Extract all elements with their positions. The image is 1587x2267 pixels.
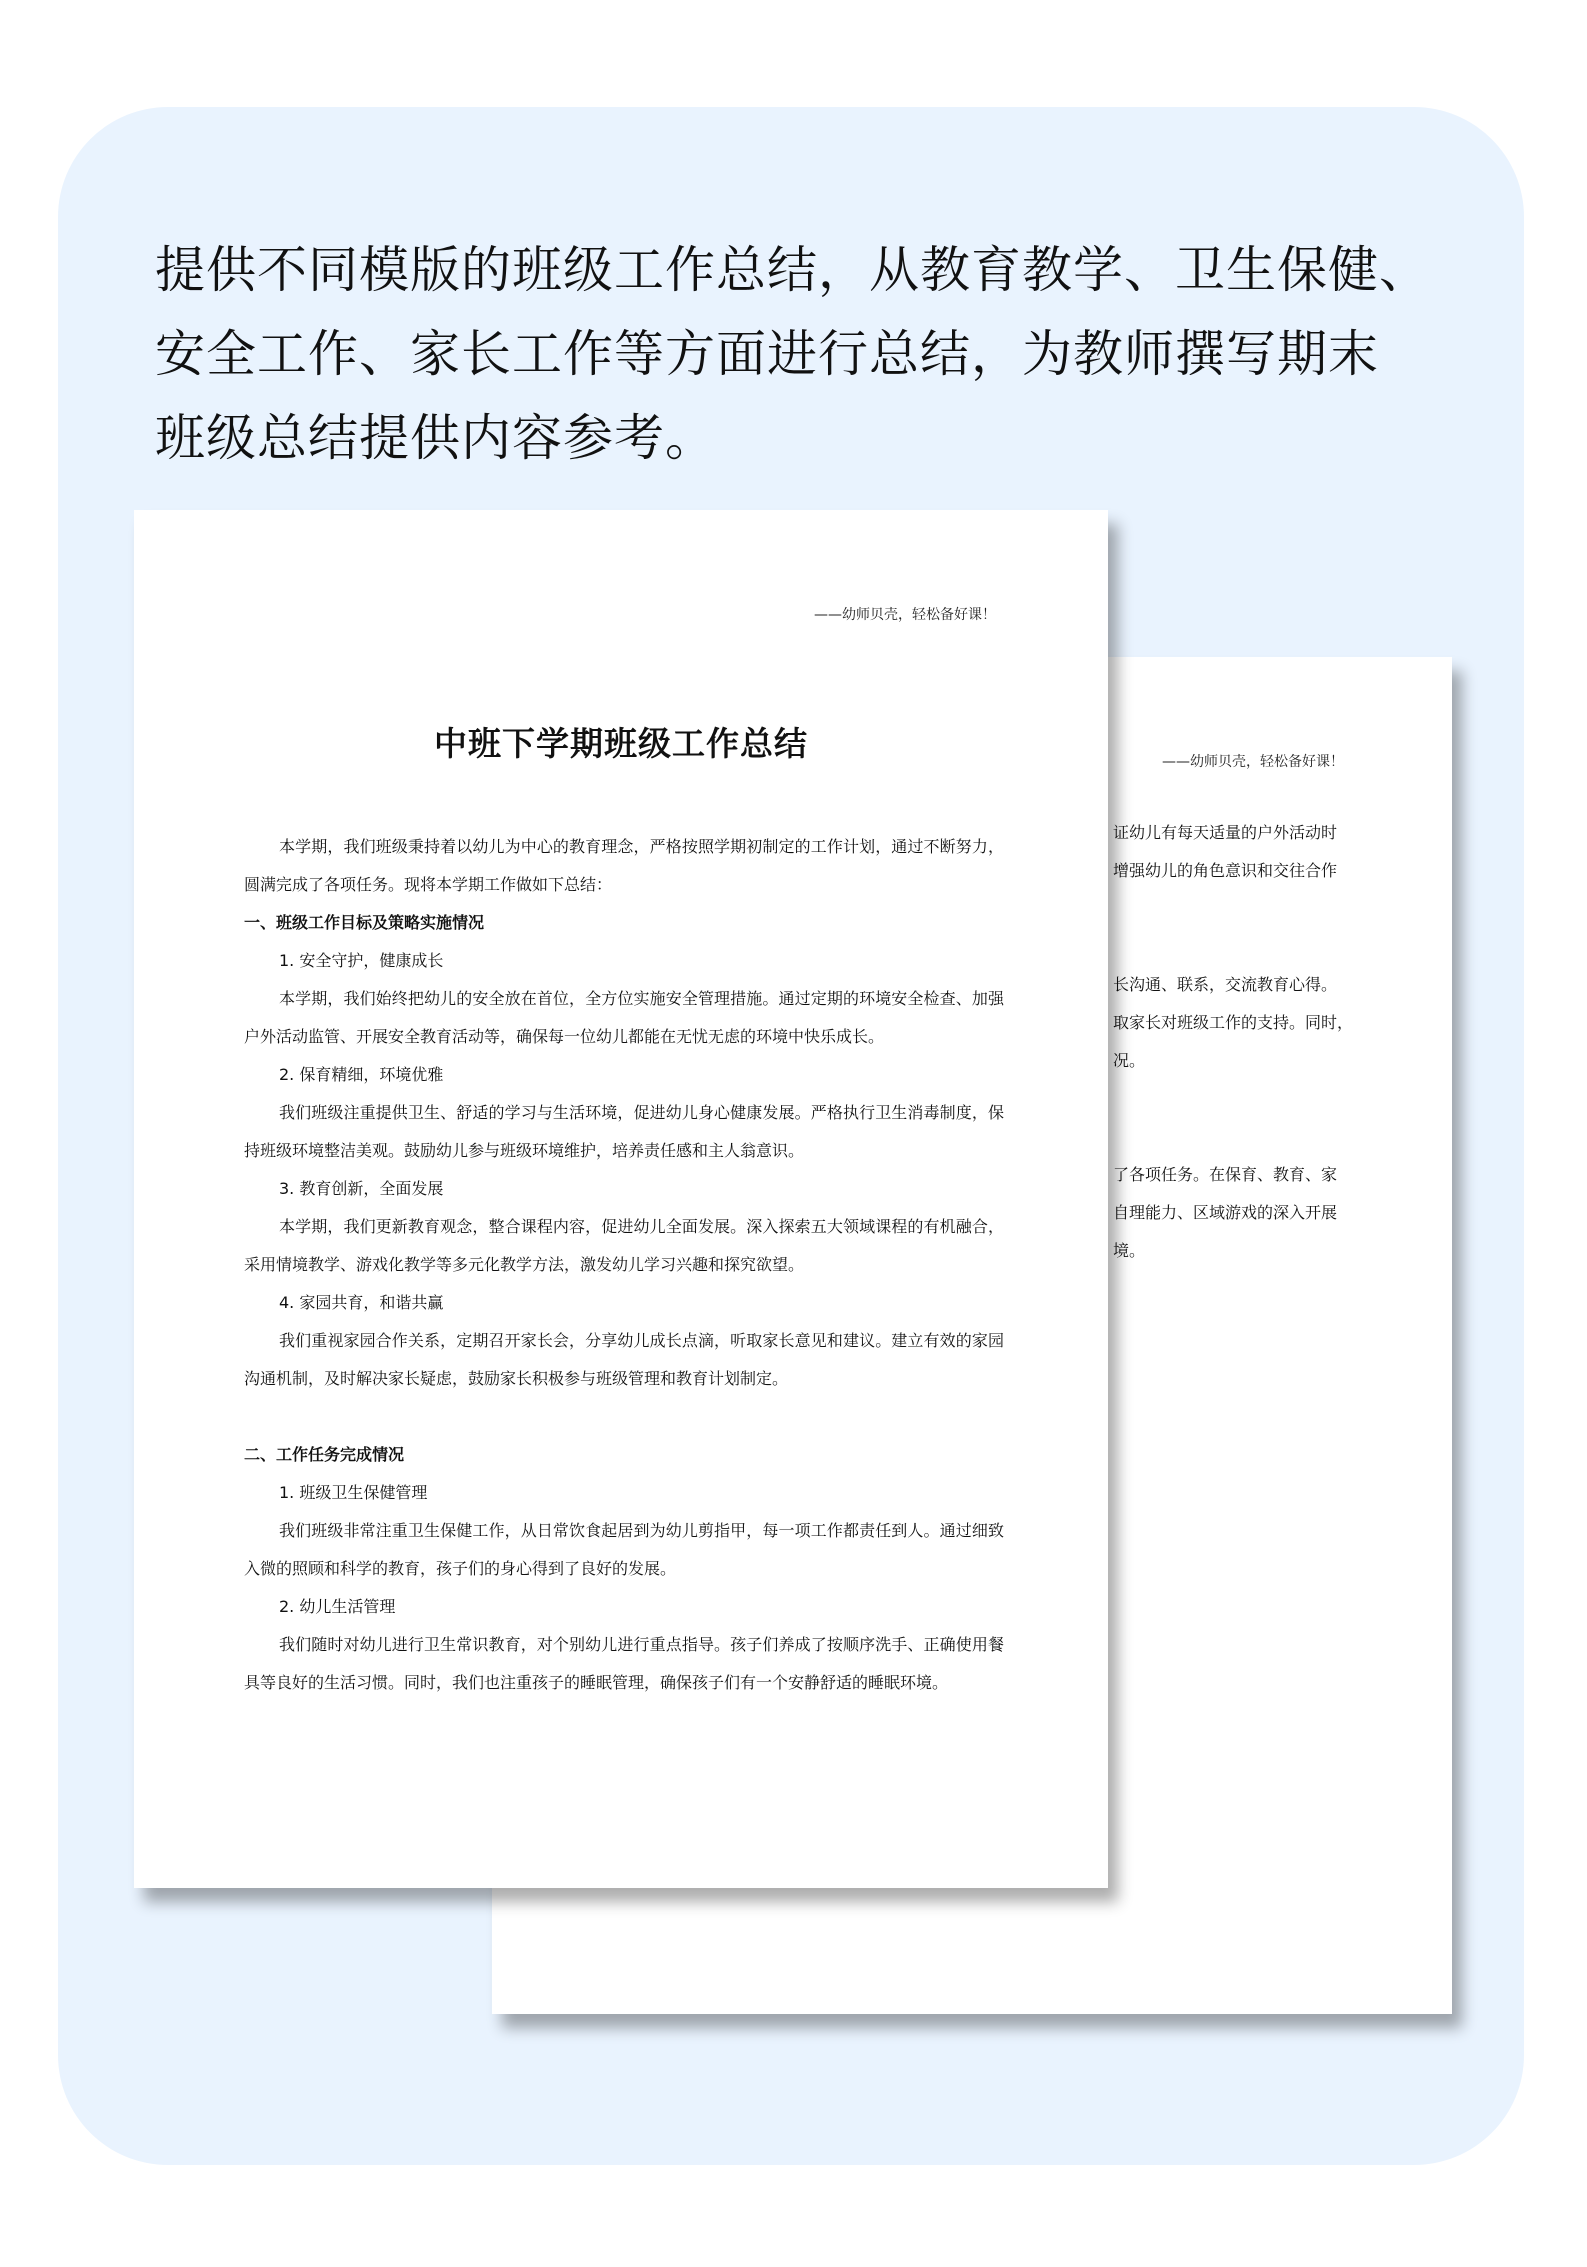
item-paragraph: 本学期，我们始终把幼儿的安全放在首位，全方位实施安全管理措施。通过定期的环境安全检查、加强户外活动监管、开展安全教育活动等，确保每一位幼儿都能在无忧无虑的环境中快乐成长。 xyxy=(244,989,1004,1046)
back-text-line: 长沟通、联系，交流教育心得。 xyxy=(1113,975,1338,994)
document-body xyxy=(244,828,1004,1702)
intro-line: 提供不同模版的班级工作总结，从教育教学、卫生保健、 xyxy=(155,241,1430,299)
item-heading: 2. 幼儿生活管理 xyxy=(279,1597,396,1616)
back-page-text xyxy=(1113,814,1433,1270)
back-page-slogan: ——幼师贝壳，轻松备好课！ xyxy=(1162,754,1344,770)
item-heading: 3. 教育创新，全面发展 xyxy=(279,1179,444,1198)
intro-line: 安全工作、家长工作等方面进行总结，为教师撰写期末 xyxy=(155,325,1379,383)
item-paragraph: 我们班级注重提供卫生、舒适的学习与生活环境，促进幼儿身心健康发展。严格执行卫生消毒制度，保持班级环境整洁美观。鼓励幼儿参与班级环境维护，培养责任感和主人翁意识。 xyxy=(244,1103,1004,1160)
back-text-line: 取家长对班级工作的支持。同时， xyxy=(1113,1013,1354,1032)
section-heading: 二、工作任务完成情况 xyxy=(244,1445,405,1464)
back-text-line: 证幼儿有每天适量的户外活动时 xyxy=(1113,823,1338,842)
item-paragraph: 本学期，我们更新教育观念，整合课程内容，促进幼儿全面发展。深入探索五大领域课程的有机融合，采用情境教学、游戏化教学等多元化教学方法，激发幼儿学习兴趣和探究欲望。 xyxy=(244,1217,1004,1274)
item-paragraph: 我们班级非常注重卫生保健工作，从日常饮食起居到为幼儿剪指甲，每一项工作都责任到人。通过细致入微的照顾和科学的教育，孩子们的身心得到了良好的发展。 xyxy=(244,1521,1004,1578)
back-text-line: 自理能力、区域游戏的深入开展 xyxy=(1113,1203,1338,1222)
item-heading: 2. 保育精细，环境优雅 xyxy=(279,1065,444,1084)
back-text-line: 增强幼儿的角色意识和交往合作 xyxy=(1113,861,1338,880)
document-title: 中班下学期班级工作总结 xyxy=(434,724,808,763)
item-paragraph: 我们随时对幼儿进行卫生常识教育，对个别幼儿进行重点指导。孩子们养成了按顺序洗手、正确使用餐具等良好的生活习惯。同时，我们也注重孩子的睡眠管理，确保孩子们有一个安静舒适的睡眠环境。 xyxy=(244,1635,1004,1692)
back-text-line: 了各项任务。在保育、教育、家 xyxy=(1113,1165,1338,1184)
front-page-slogan: ——幼师贝壳，轻松备好课！ xyxy=(814,607,996,623)
item-paragraph: 我们重视家园合作关系，定期召开家长会，分享幼儿成长点滴，听取家长意见和建议。建立有效的家园沟通机制，及时解决家长疑虑，鼓励家长积极参与班级管理和教育计划制定。 xyxy=(244,1331,1004,1388)
item-heading: 1. 安全守护，健康成长 xyxy=(279,951,444,970)
back-text-line: 况。 xyxy=(1113,1051,1146,1070)
item-heading: 4. 家园共育，和谐共赢 xyxy=(279,1293,444,1312)
intro-text xyxy=(155,228,1455,480)
section-heading: 一、班级工作目标及策略实施情况 xyxy=(244,913,485,932)
front-document-page xyxy=(134,510,1108,1888)
back-text-line: 境。 xyxy=(1113,1241,1146,1260)
intro-paragraph: 本学期，我们班级秉持着以幼儿为中心的教育理念，严格按照学期初制定的工作计划，通过不断努力，圆满完成了各项任务。现将本学期工作做如下总结： xyxy=(244,837,1004,894)
intro-line: 班级总结提供内容参考。 xyxy=(155,409,716,467)
item-heading: 1. 班级卫生保健管理 xyxy=(279,1483,428,1502)
